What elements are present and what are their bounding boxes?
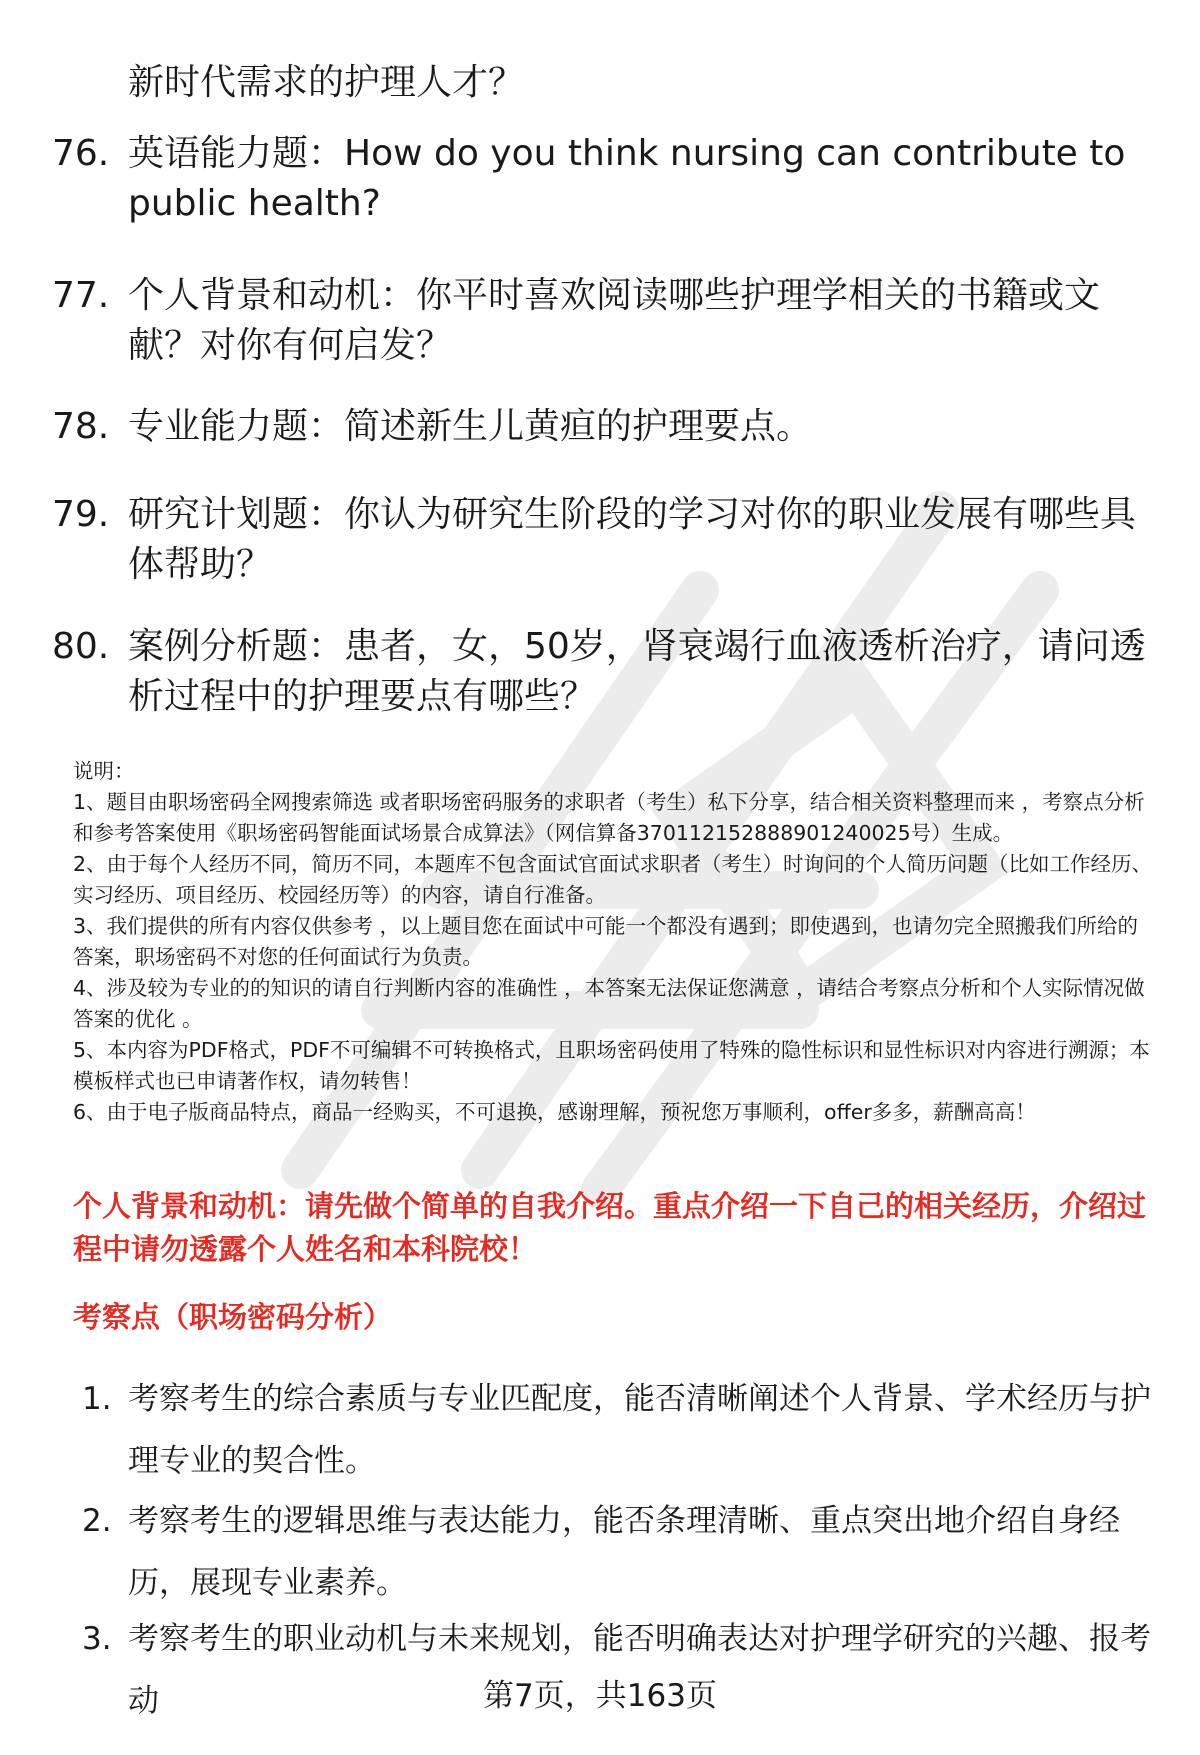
question-continuation: 新时代需求的护理人才？	[128, 62, 525, 103]
point-text: 考察考生的综合素质与专业匹配度，能否清晰阐述个人背景、学术经历与护理专业的契合性。	[128, 1381, 1151, 1479]
question-text: 案例分析题：患者，女，50岁，肾衰竭行血液透析治疗，请问透析过程中的护理要点有哪些？	[128, 626, 1146, 717]
question-text: 专业能力题：简述新生儿黄疸的护理要点。	[128, 406, 813, 447]
point-text: 考察考生的逻辑思维与表达能力，能否条理清晰、重点突出地介绍自身经历，展现专业素养。	[128, 1503, 1120, 1601]
question-number: 80.	[52, 626, 110, 667]
point-number: 2.	[82, 1503, 112, 1539]
question-heading: 个人背景和动机：请先做个简单的自我介绍。重点介绍一下自己的相关经历，介绍过程中请勿透露个人姓名和本科院校！	[73, 1189, 1147, 1266]
note-item: 6、由于电子版商品特点，商品一经购买，不可退换，感谢理解，预祝您万事顺利，offer多多，薪酬高高！	[73, 1100, 1036, 1124]
analysis-title: 考察点（职场密码分析）	[73, 1300, 393, 1334]
note-item: 3、我们提供的所有内容仅供参考 ，以上题目您在面试中可能一个都没有遇到；即使遇到，也请勿完全照搬我们所给的答案，职场密码不对您的任何面试行为负责。	[73, 914, 1139, 969]
note-item: 2、由于每个人经历不同，简历不同，本题库不包含面试官面试求职者（考生）时询问的个人简历问题（比如工作经历、实习经历、项目经历、校园经历等）的内容，请自行准备。	[73, 852, 1153, 907]
question-number: 78.	[52, 406, 110, 447]
question-number: 79.	[52, 494, 110, 535]
notes-title: 说明：	[73, 759, 135, 783]
point-number: 1.	[82, 1381, 112, 1417]
question-item	[52, 490, 1152, 590]
note-item: 4、涉及较为专业的的知识的请自行判断内容的准确性 ，本答案无法保证您满意 ，请结合考察点分析和个人实际情况做答案的优化 。	[73, 976, 1145, 1031]
note-item: 5、本内容为PDF格式，PDF不可编辑不可转换格式，且职场密码使用了特殊的隐性标识和显性标识对内容进行溯源；本模板样式也已申请著作权，请勿转售！	[73, 1038, 1150, 1093]
note-item: 1、题目由职场密码全网搜索筛选 或者职场密码服务的求职者（考生）私下分享，结合相关资料整理而来 ，考察点分析和参考答案使用《职场密码智能面试场景合成算法》（网信算备370112152888901240025号）生成。	[73, 790, 1145, 845]
question-item	[52, 622, 1152, 722]
notes-block	[73, 756, 1158, 1128]
question-number: 76.	[52, 133, 110, 174]
question-text: 研究计划题：你认为研究生阶段的学习对你的职业发展有哪些具体帮助？	[128, 494, 1137, 585]
question-text: 英语能力题：How do you think nursing can contribute to public health?	[128, 133, 1126, 224]
analysis-point	[82, 1490, 1162, 1614]
point-number: 3.	[82, 1621, 112, 1657]
question-text: 个人背景和动机：你平时喜欢阅读哪些护理学相关的书籍或文献？对你有何启发？	[128, 275, 1101, 366]
point-text: 考察考生的职业动机与未来规划，能否明确表达对护理学研究的兴趣、报考动	[128, 1621, 1151, 1719]
question-number: 77.	[52, 275, 110, 316]
page-footer: 第7页，共163页	[483, 1678, 717, 1714]
question-item	[52, 402, 1152, 452]
question-item	[52, 129, 1152, 229]
analysis-point	[82, 1368, 1162, 1492]
question-item	[52, 271, 1152, 371]
